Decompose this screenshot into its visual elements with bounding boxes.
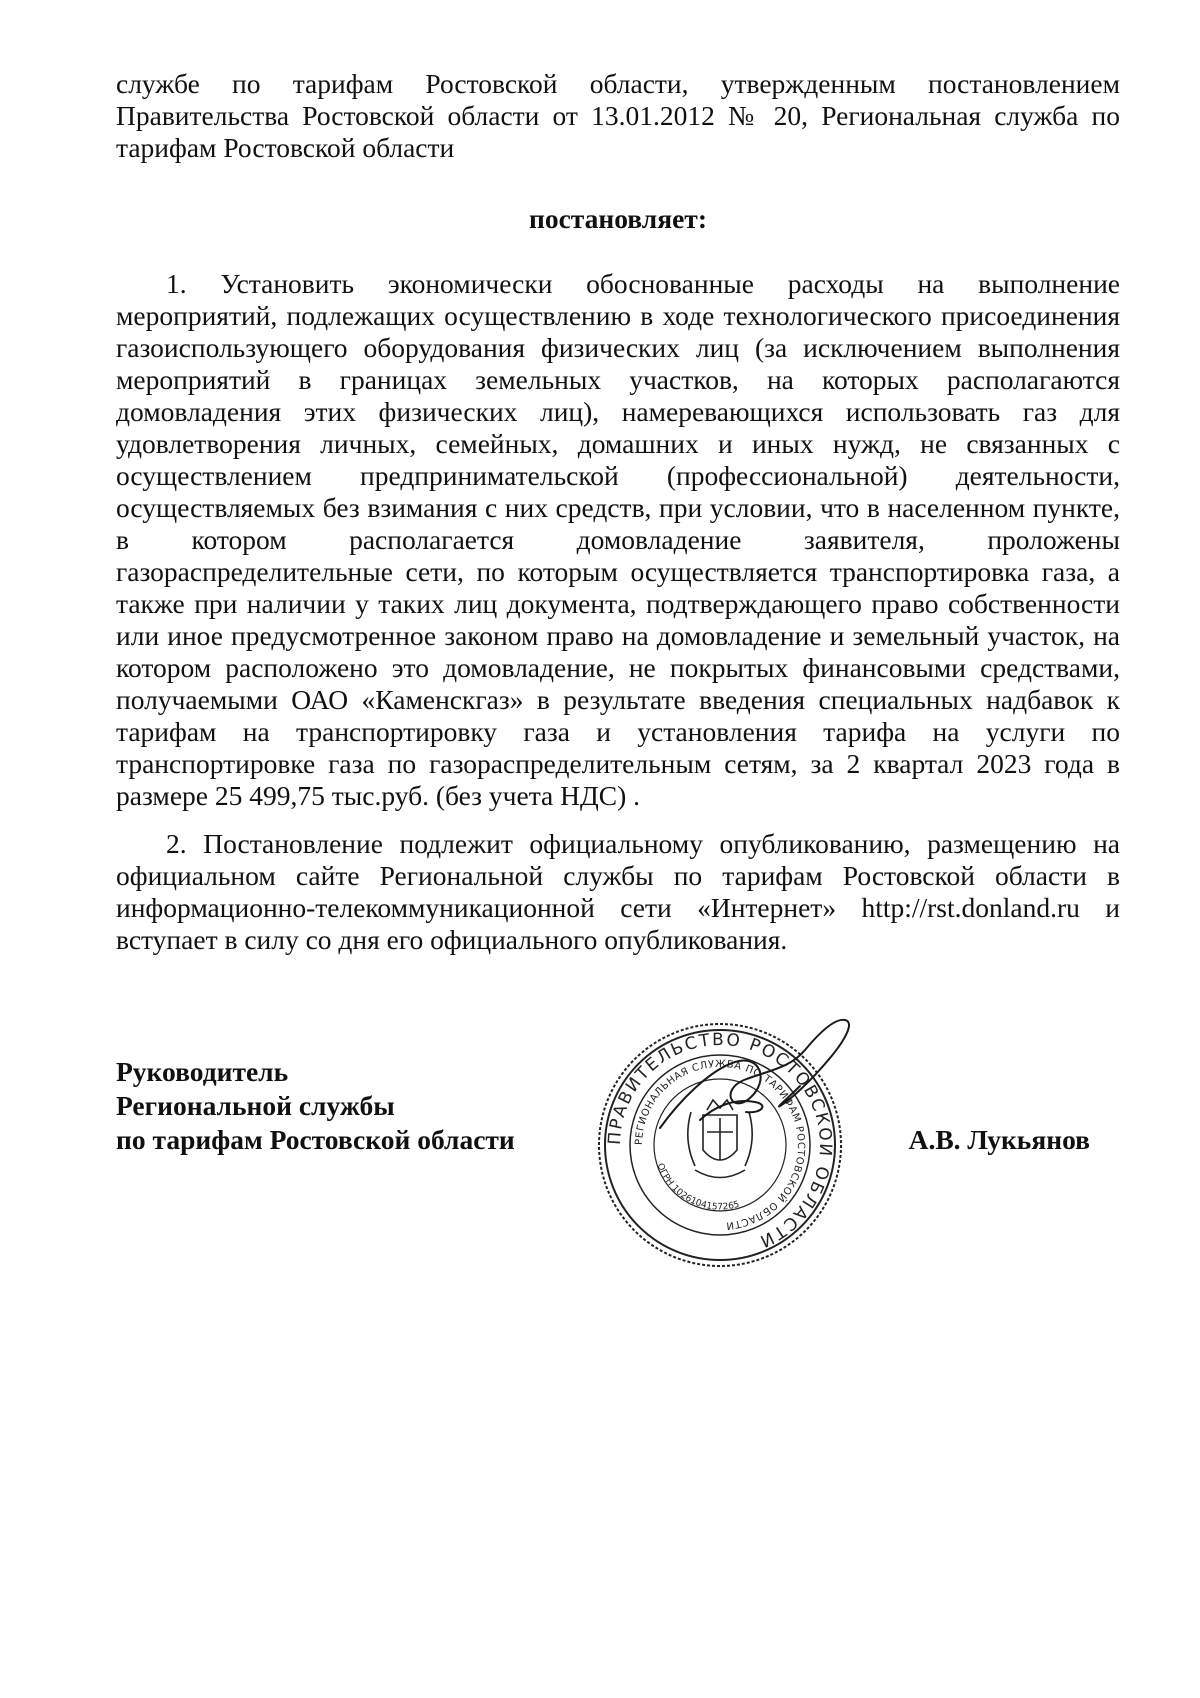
signatory-title-line: Региональной службы — [116, 1090, 395, 1121]
resolves-heading: постановляет: — [529, 203, 707, 234]
signatory-title — [116, 1055, 515, 1157]
resolution-item-1: 1. Установить экономически обоснованные расходы на выполнение мероприятий, подлежащих осуществлению в ходе технологического присоединения газоиспользующего оборудования физических лиц (за исключением выполнения мероприятий в границах земельных участков, на которых располагаются домовладения этих физических лиц), намеревающихся использовать газ для удовлетворения личных, семейных, домашних и иных нужд, не связанных с осуществлением предпринимательской (профессиональной) деятельности, осуществляемых без взимания с них средств, при условии, что в населенном пункте, в котором располагается домовладение заявителя, проложены газораспределительные сети, по которым осуществляется транспортировка газа, а также при наличии у таких лиц документа, подтверждающего право собственности или иное предусмотренное законом право на домовладение и земельный участок, на котором расположено это домовладение, не покрытых финансовыми средствами, получаемыми ОАО «Каменскгаз» в результате введения специальных надбавок к тарифам на транспортировку газа и установления тарифа на услуги по транспортировке газа по газораспределительным сетям, за 2 квартал 2023 года в размере 25 499,75 тыс.руб. (без учета НДС) . — [116, 268, 1120, 811]
signatory-title-line: Руководитель — [116, 1056, 289, 1087]
seal-inner-text: РЕГИОНАЛЬНАЯ СЛУЖБА ПО ТАРИФАМ РОСТОВСКОЙ ОБЛАСТИ — [633, 1058, 807, 1231]
intro-paragraph: службе по тарифам Ростовской области, утвержденным постановлением Правительства Ростовской области от 13.01.2012 № 20, Региональная служба по тарифам Ростовской области — [116, 68, 1120, 163]
handwritten-signature-icon — [640, 1010, 880, 1160]
signatory-name: А.В. Лукьянов — [908, 1124, 1090, 1155]
seal-outer-text: ПРАВИТЕЛЬСТВО РОСТОВСКОЙ ОБЛАСТИ — [604, 1029, 836, 1252]
resolution-item-2: 2. Постановление подлежит официальному опубликованию, размещению на официальном сайте Региональной службы по тарифам Ростовской области в информационно-телекоммуникационной сети «Интернет» http://rst.donland.ru и вступает в силу со дня его официального опубликования. — [116, 828, 1120, 955]
signatory-title-line: по тарифам Ростовской области — [116, 1124, 515, 1155]
seal-ogrn-text: ОГРН 1026104157265 — [654, 1162, 741, 1213]
